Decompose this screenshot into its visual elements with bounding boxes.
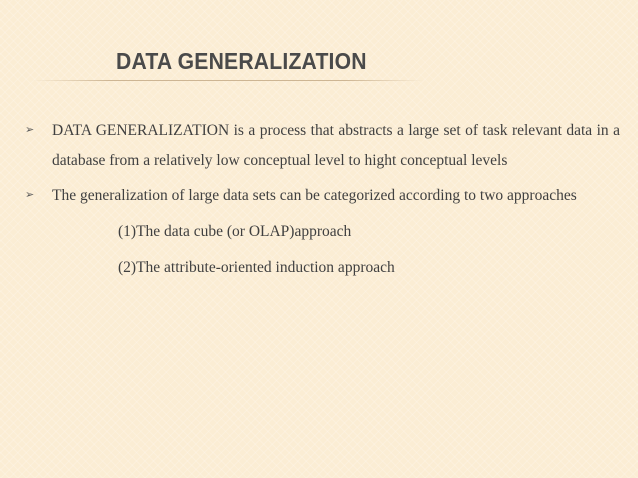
bullet-item [22, 116, 620, 175]
title-divider [32, 80, 424, 81]
arrow-bullet-icon: ➢ [25, 189, 35, 201]
sub-item: (2)The attribute-oriented induction approach [118, 259, 395, 276]
bullet-item [22, 181, 620, 211]
slide-content [22, 116, 620, 283]
sub-item: (1)The data cube (or OLAP)approach [118, 222, 352, 240]
bullet-text: DATA GENERALIZATION is a process that abstracts a large set of task relevant data in a database from a relatively low conceptual level to hight conceptual levels [52, 122, 620, 169]
arrow-bullet-icon: ➢ [25, 124, 35, 136]
bullet-text: The generalization of large data sets can be categorized according to two approaches [52, 187, 577, 204]
slide-title: DATA GENERALIZATION [116, 48, 367, 74]
